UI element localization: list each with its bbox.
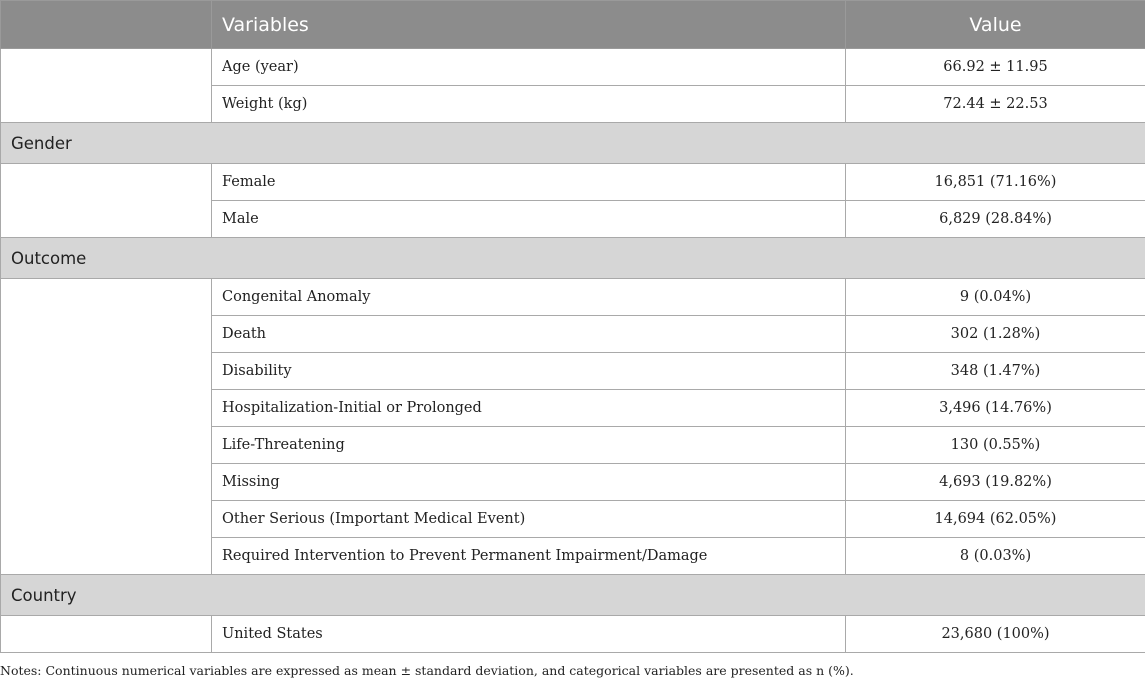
variable-value: 130 (0.55%) bbox=[846, 427, 1145, 464]
variable-label: Required Intervention to Prevent Permanent Impairment/Damage bbox=[212, 538, 846, 575]
group-title: Gender bbox=[1, 123, 1145, 164]
variable-label: Congenital Anomaly bbox=[212, 279, 846, 316]
variable-value: 4,693 (19.82%) bbox=[846, 464, 1145, 501]
variable-value: 8 (0.03%) bbox=[846, 538, 1145, 575]
variable-label: Weight (kg) bbox=[212, 86, 846, 123]
variable-value: 66.92 ± 11.95 bbox=[846, 49, 1145, 86]
empty-cell bbox=[1, 616, 212, 653]
header-row bbox=[1, 1, 1145, 49]
variable-label: Life-Threatening bbox=[212, 427, 846, 464]
table-row bbox=[1, 164, 1145, 201]
variable-value: 6,829 (28.84%) bbox=[846, 201, 1145, 238]
table-row bbox=[1, 616, 1145, 653]
variable-value: 348 (1.47%) bbox=[846, 353, 1145, 390]
table-notes: Notes: Continuous numerical variables are expressed as mean ± standard deviation, and categorical variables are presented as n (%). bbox=[0, 663, 854, 678]
empty-cell bbox=[1, 279, 212, 575]
variable-label: Missing bbox=[212, 464, 846, 501]
variable-value: 16,851 (71.16%) bbox=[846, 164, 1145, 201]
variable-value: 9 (0.04%) bbox=[846, 279, 1145, 316]
variable-value: 14,694 (62.05%) bbox=[846, 501, 1145, 538]
variable-label: Female bbox=[212, 164, 846, 201]
empty-cell bbox=[1, 49, 212, 123]
header-value: Value bbox=[846, 1, 1145, 49]
header-variables: Variables bbox=[212, 1, 846, 49]
variable-value: 302 (1.28%) bbox=[846, 316, 1145, 353]
variable-label: Death bbox=[212, 316, 846, 353]
variable-label: Disability bbox=[212, 353, 846, 390]
group-title: Outcome bbox=[1, 238, 1145, 279]
table-row bbox=[1, 279, 1145, 316]
group-row-country bbox=[1, 575, 1145, 616]
variable-value: 23,680 (100%) bbox=[846, 616, 1145, 653]
variable-value: 3,496 (14.76%) bbox=[846, 390, 1145, 427]
variable-value: 72.44 ± 22.53 bbox=[846, 86, 1145, 123]
variable-label: Male bbox=[212, 201, 846, 238]
variable-label: Other Serious (Important Medical Event) bbox=[212, 501, 846, 538]
variable-label: Age (year) bbox=[212, 49, 846, 86]
table-row bbox=[1, 49, 1145, 86]
group-row-gender bbox=[1, 123, 1145, 164]
header-blank-cell bbox=[1, 1, 212, 49]
group-row-outcome bbox=[1, 238, 1145, 279]
group-title: Country bbox=[1, 575, 1145, 616]
variable-label: United States bbox=[212, 616, 846, 653]
variable-label: Hospitalization-Initial or Prolonged bbox=[212, 390, 846, 427]
empty-cell bbox=[1, 164, 212, 238]
